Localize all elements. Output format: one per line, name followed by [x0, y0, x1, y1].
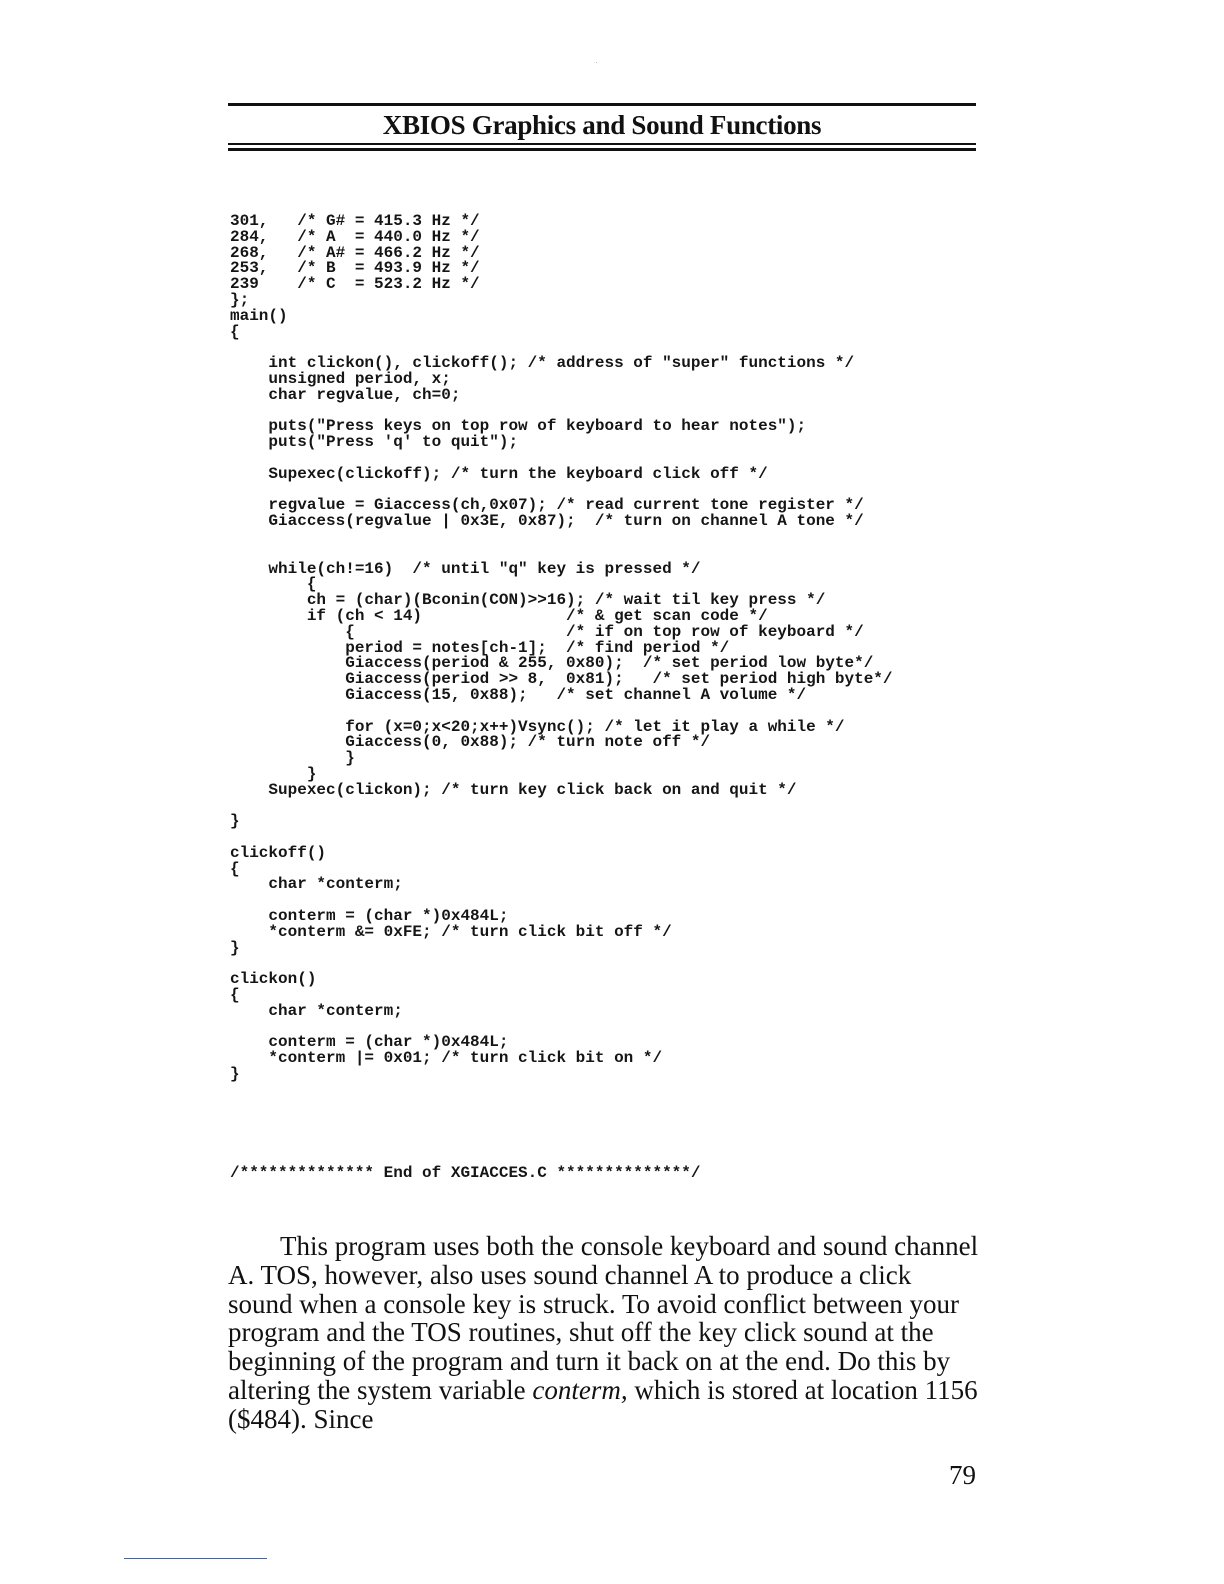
code-end-marker: /************** End of XGIACCES.C **************/ — [230, 1164, 701, 1182]
code-listing: 301, /* G# = 415.3 Hz */ 284, /* A = 440.0 Hz */ 268, /* A# = 466.2 Hz */ 253, /* B = 493.9 Hz */ 239 /* C = 523.2 Hz */ }; main() { int clickon(), clickoff(); /* address of "super" functions */ unsigned period, x; char regvalue, ch=0; puts("Press keys on top row of keyboard to hear notes"); puts("Press 'q' to quit"); Supexec(clickoff); /* turn the keyboard click off */ regvalue = Giaccess(ch,0x07); /* read current tone register */ Giaccess(regvalue | 0x3E, 0x87); /* turn on channel A tone */ while(ch!=16) /* until "q" key is pressed */ { ch = (char)(Bconin(CON)>>16); /* wait til key press */ if (ch < 14) /* & get scan code */ { /* if on top row of keyboard */ period = notes[ch-1]; /* find period */ Giaccess(period & 255, 0x80); /* set period low byte*/ Giaccess(period >> 8, 0x81); /* set period high byte*/ Giaccess(15, 0x88); /* set channel A volume */ for (x=0;x<20;x++)Vsync(); /* let it play a while */ Giaccess(0, 0x88); /* turn note off */ } } Supexec(clickon); /* turn key click back on and quit */ } clickoff() { char *conterm; conterm = (char *)0x484L; *conterm &= 0xFE; /* turn click bit off */ } clickon() { char *conterm; conterm = (char *)0x484L; *conterm |= 0x01; /* turn click bit on */ } — [230, 212, 893, 1084]
body-paragraph — [228, 1232, 980, 1434]
header-rule-bottom-thick — [228, 148, 976, 151]
bottom-link-line — [124, 1558, 267, 1559]
header-rule-bottom-thin — [228, 143, 976, 145]
header-rule-top — [228, 103, 976, 106]
body-text-emphasis: conterm, — [532, 1374, 628, 1405]
running-header-title: XBIOS Graphics and Sound Functions — [382, 110, 822, 140]
scan-speck — [596, 62, 597, 63]
body-text-start: This program uses both the console keyboard and sound channel A. TOS, however, also uses sound channel A to produce a click sound when a console key is struck. To avoid conflict between your program and the TOS routines, shut off the key click sound at the beginning of the program and turn it back on at the end. Do this by altering the system variable — [228, 1231, 979, 1405]
page-number: 79 — [949, 1460, 976, 1490]
body-text-end: which is stored at location 1156 ($484). Since — [228, 1374, 978, 1434]
